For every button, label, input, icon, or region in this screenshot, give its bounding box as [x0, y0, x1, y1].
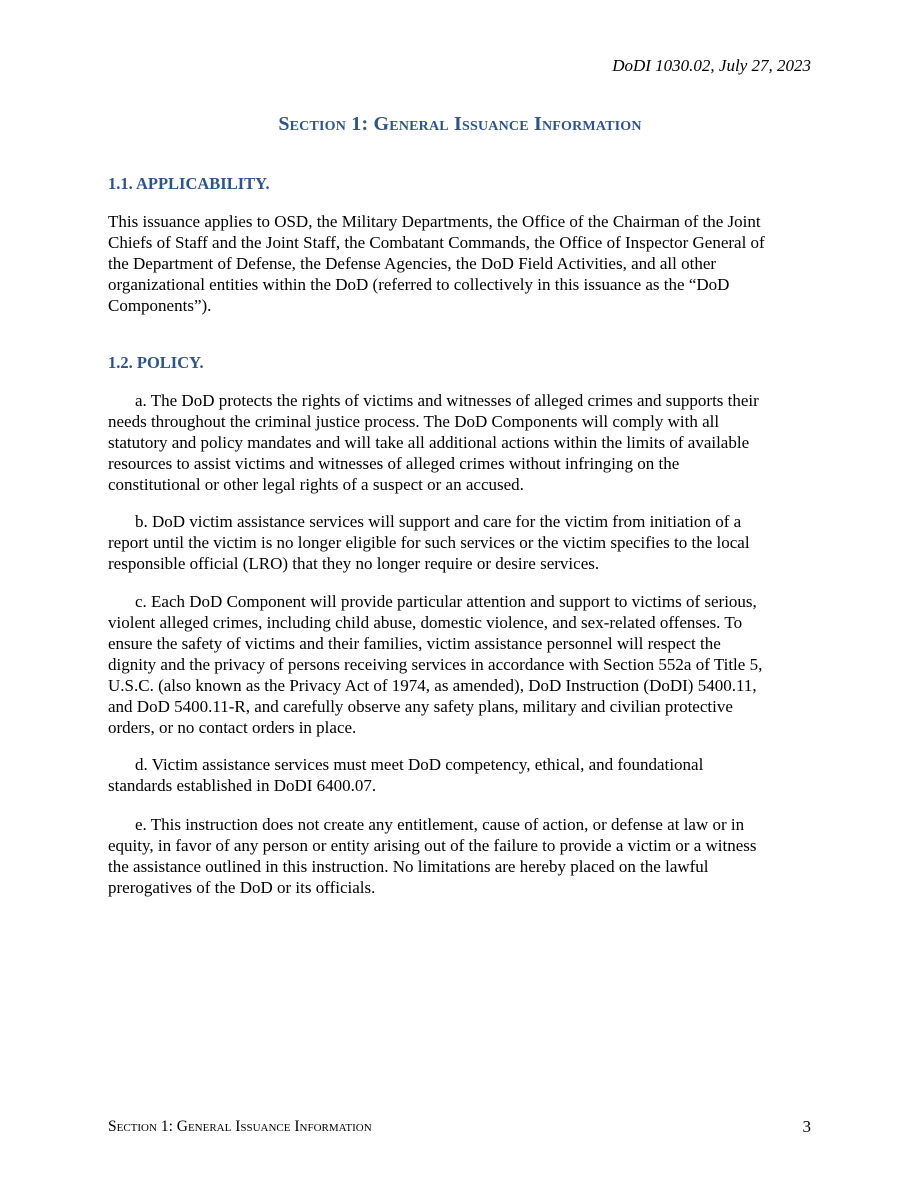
text-line: violent alleged crimes, including child abuse, domestic violence, and sex-related offenses. To — [108, 613, 743, 632]
text-line: resources to assist victims and witnesses of alleged crimes without infringing on the — [108, 454, 680, 473]
applicability-heading: 1.1. APPLICABILITY. — [108, 174, 270, 193]
text-line: prerogatives of the DoD or its officials. — [108, 878, 376, 897]
running-header: DoDI 1030.02, July 27, 2023 — [612, 56, 811, 75]
text-line: statutory and policy mandates and will take all additional actions within the limits of available — [108, 433, 750, 452]
text-line: a. The DoD protects the rights of victims and witnesses of alleged crimes and supports their — [135, 391, 759, 410]
text-line: responsible official (LRO) that they no longer require or desire services. — [108, 554, 600, 573]
text-line: This issuance applies to OSD, the Military Departments, the Office of the Chairman of the Joint — [108, 212, 761, 231]
section-title: Section 1: General Issuance Information — [278, 113, 642, 135]
policy-heading: 1.2. POLICY. — [108, 353, 204, 372]
policy-paragraph-b — [108, 511, 828, 574]
text-line: constitutional or other legal rights of a suspect or an accused. — [108, 475, 524, 494]
page-number: 3 — [802, 1117, 811, 1136]
text-line: needs throughout the criminal justice process. The DoD Components will comply with all — [108, 412, 720, 431]
text-line: d. Victim assistance services must meet DoD competency, ethical, and foundational — [135, 755, 704, 774]
policy-paragraph-e — [108, 814, 828, 898]
text-line: orders, or no contact orders in place. — [108, 718, 357, 737]
applicability-paragraph — [108, 211, 828, 316]
text-line: c. Each DoD Component will provide particular attention and support to victims of serious, — [135, 592, 757, 611]
text-line: Chiefs of Staff and the Joint Staff, the Combatant Commands, the Office of Inspector General of — [108, 233, 765, 252]
text-line: report until the victim is no longer eligible for such services or the victim specifies to the local — [108, 533, 750, 552]
text-line: organizational entities within the DoD (referred to collectively in this issuance as the “DoD — [108, 275, 730, 294]
text-line: the assistance outlined in this instruction. No limitations are hereby placed on the lawful — [108, 857, 709, 876]
policy-paragraph-a — [108, 390, 828, 495]
text-line: e. This instruction does not create any entitlement, cause of action, or defense at law or in — [135, 815, 745, 834]
footer-section-title: Section 1: General Issuance Information — [108, 1118, 372, 1135]
text-line: Components”). — [108, 296, 212, 315]
text-line: dignity and the privacy of persons receiving services in accordance with Section 552a of Title 5, — [108, 655, 763, 674]
text-line: the Department of Defense, the Defense Agencies, the DoD Field Activities, and all other — [108, 254, 717, 273]
policy-paragraph-c — [108, 591, 828, 738]
text-line: and DoD 5400.11-R, and carefully observe any safety plans, military and civilian protective — [108, 697, 733, 716]
text-line: b. DoD victim assistance services will support and care for the victim from initiation of a — [135, 512, 742, 531]
text-line: standards established in DoDI 6400.07. — [108, 776, 377, 795]
policy-paragraph-d — [108, 754, 828, 796]
text-line: ensure the safety of victims and their families, victim assistance personnel will respect the — [108, 634, 721, 653]
text-line: U.S.C. (also known as the Privacy Act of 1974, as amended), DoD Instruction (DoDI) 5400.11, — [108, 676, 757, 695]
text-line: equity, in favor of any person or entity arising out of the failure to provide a victim or a witness — [108, 836, 757, 855]
